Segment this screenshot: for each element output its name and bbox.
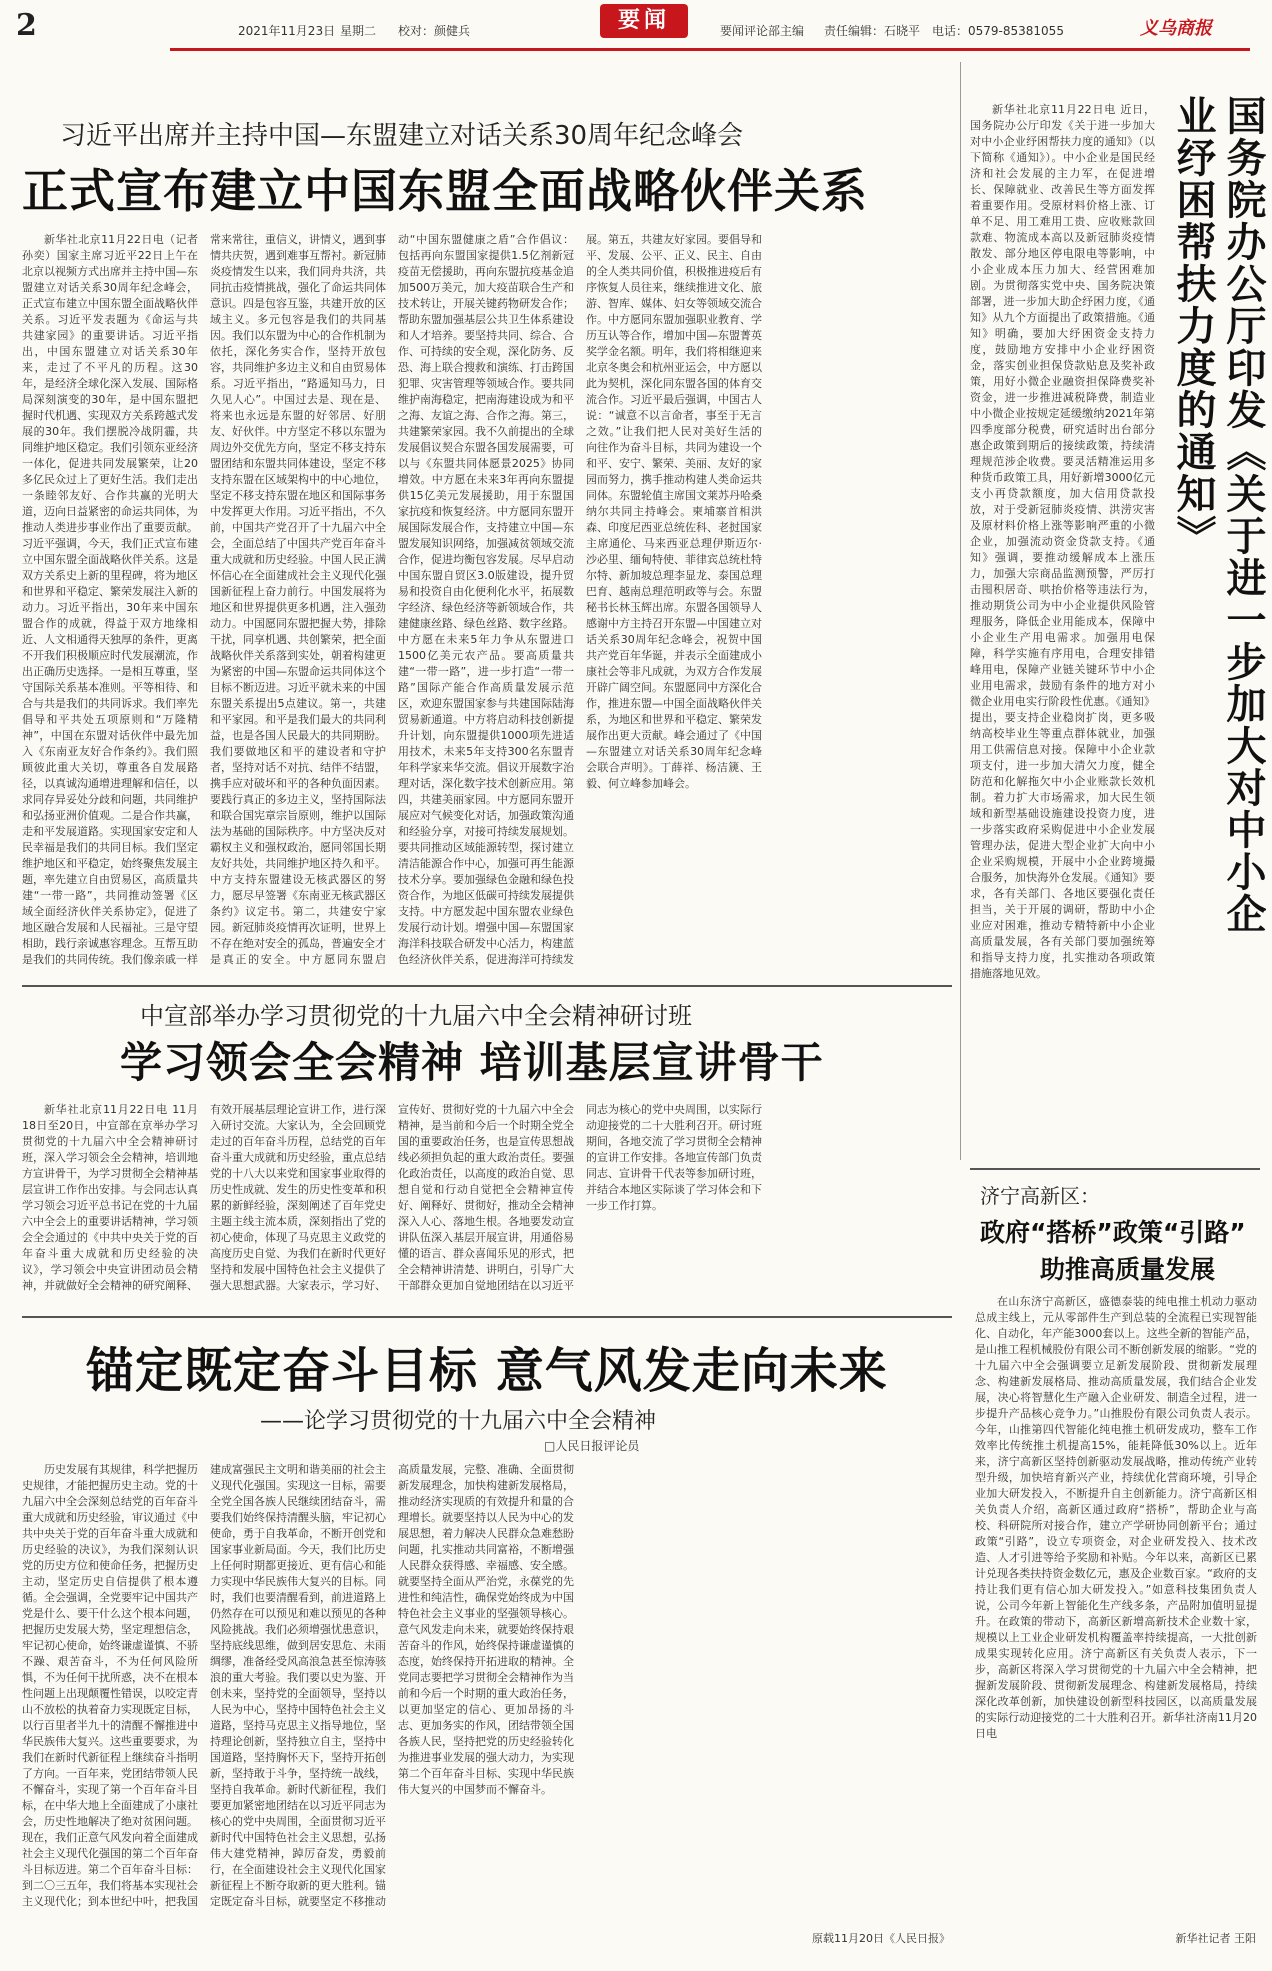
page-header	[0, 0, 1272, 52]
article1-body: 新华社北京11月22日电（记者孙奕）国家主席习近平22日上午在北京以视频方式出席并主持中国—东盟建立对话关系30周年纪念峰会，正式宣布建立中国东盟全面战略伙伴关系。习近平发表题为《命运与共 共建家园》的重要讲话。习近平指出，中国东盟建立对话关系30年来，走过了不平凡的历程。这30年，是经济全球化深入发展、国际格局深刻演变的30年，是中国东盟把握时代机遇、实现双方关系跨越式发展的30年。我们摆脱冷战阴霾，共同维护地区稳定。我们引领东亚经济一体化，促进共同发展繁荣，让20多亿民众过上了更好生活。我们走出一条睦邻友好、合作共赢的光明大道，迈向日益紧密的命运共同体，为推动人类进步事业作出了重要贡献。习近平强调，今天，我们正式宣布建立中国东盟全面战略伙伴关系。这是双方关系史上新的里程碑，将为地区和世界和平稳定、繁荣发展注入新的动力。习近平指出，30年来中国东盟合作的成就，得益于双方地缘相近、人文相通得天独厚的条件，更离不开我们积极顺应时代发展潮流，作出正确历史选择。一是相互尊重，坚守国际关系基本准则。平等相待、和合与共是我们的共同诉求。我们率先倡导和平共处五项原则和“万隆精神”，中国在东盟对话伙伴中最先加入《东南亚友好合作条约》。我们照顾彼此重大关切，尊重各自发展路径，以真诚沟通增进理解和信任，以求同存异妥处分歧和问题，共同维护和弘扬亚洲价值观。二是合作共赢，走和平发展道路。实现国家安定和人民幸福是我们的共同目标。我们坚定维护地区和平稳定，始终聚焦发展主题，率先建立自由贸易区，高质量共建“一带一路”，共同推动签署《区域全面经济伙伴关系协定》，促进了地区融合发展和人民福祉。三是守望相助，践行亲诚惠容理念。互帮互助是我们的共同传统。我们像亲戚一样常来常往，重信义，讲情义，遇到事情共庆贺，遇到难事互帮衬。新冠肺炎疫情发生以来，我们同舟共济，共同抗击疫情挑战，强化了命运共同体意识。四是包容互鉴，共建开放的区域主义。多元包容是我们的共同基因。我们以东盟为中心的合作机制为依托，深化务实合作，坚持开放包容，共同维护多边主义和自由贸易体系。习近平指出，“路遥知马力，日久见人心”。中国过去是、现在是、将来也永远是东盟的好邻居、好朋友、好伙伴。中方坚定不移以东盟为周边外交优先方向，坚定不移支持东盟团结和东盟共同体建设，坚定不移支持东盟在区域架构中的中心地位，坚定不移支持东盟在地区和国际事务中发挥更大作用。习近平指出，不久前，中国共产党召开了十九届六中全会，全面总结了中国共产党百年奋斗重大成就和历史经验。中国人民正满怀信心在全面建成社会主义现代化强国新征程上奋力前行。中国发展将为地区和世界提供更多机遇，注入强劲动力。中国愿同东盟把握大势，排除干扰，同享机遇、共创繁荣，把全面战略伙伴关系落到实处，朝着构建更为紧密的中国—东盟命运共同体这个目标不断迈进。习近平就未来的中国东盟关系提出5点建议。第一，共建和平家园。和平是我们最大的共同利益，也是各国人民最大的共同期盼。我们要做地区和平的建设者和守护者，坚持对话不对抗、结伴不结盟，携手应对破坏和平的各种负面因素。要践行真正的多边主义，坚持国际法和联合国宪章宗旨原则，维护以国际法为基础的国际秩序。中方坚决反对霸权主义和强权政治，愿同邻国长期友好共处，共同维护地区持久和平。中方支持东盟建设无核武器区的努力，愿尽早签署《东南亚无核武器区条约》议定书。第二，共建安宁家园。新冠肺炎疫情再次证明，世界上不存在绝对安全的孤岛，普遍安全才是真正的安全。中方愿同东盟启动“中国东盟健康之盾”合作倡议：包括再向东盟国家提供1.5亿剂新冠疫苗无偿援助，再向东盟抗疫基金追加500万美元，加大疫苗联合生产和技术转让，开展关键药物研发合作；帮助东盟加强基层公共卫生体系建设和人才培养。要坚持共同、综合、合作、可持续的安全观，深化防务、反恐、海上联合搜救和演练、打击跨国犯罪、灾害管理等领域合作。要共同维护南海稳定，把南海建设成为和平之海、友谊之海、合作之海。第三，共建繁荣家园。我不久前提出的全球发展倡议契合东盟各国发展需要，可以与《东盟共同体愿景2025》协同增效。中方愿在未来3年再向东盟提供15亿美元发展援助，用于东盟国家抗疫和恢复经济。中方愿同东盟开展国际发展合作，支持建立中国—东盟发展知识网络，加强减贫领域交流合作，促进均衡包容发展。尽早启动中国东盟自贸区3.0版建设，提升贸易和投资自由化便利化水平，拓展数字经济、绿色经济等新领域合作，共建健康丝路、绿色丝路、数字丝路。中方愿在未来5年力争从东盟进口1500亿美元农产品。要高质量共建“一带一路”，进一步打造“一带一路”国际产能合作高质量发展示范区，欢迎东盟国家参与共建国际陆海贸易新通道。中方将启动科技创新提升计划，向东盟提供1000项先进适用技术，未来5年支持300名东盟青年科学家来华交流。倡议开展数字治理对话，深化数字技术创新应用。第四，共建美丽家园。中方愿同东盟开展应对气候变化对话，加强政策沟通和经验分享，对接可持续发展规划。要共同推动区域能源转型，探讨建立清洁能源合作中心，加强可再生能源技术分享。要加强绿色金融和绿色投资合作，为地区低碳可持续发展提供支持。中方愿发起中国东盟农业绿色发展行动计划。增强中国—东盟国家海洋科技联合研发中心活力，构建蓝色经济伙伴关系，促进海洋可持续发展。第五，共建友好家园。要倡导和平、发展、公平、正义、民主、自由的全人类共同价值，积极推进疫后有序恢复人员往来，继续推进文化、旅游、智库、媒体、妇女等领域交流合作。中方愿同东盟加强职业教育、学历互认等合作，增加中国—东盟菁英奖学金名额。明年，我们将相继迎来北京冬奥会和杭州亚运会，中方愿以此为契机，深化同东盟各国的体育交流合作。习近平最后强调，中国古人说：“诚意不以言命者，事至于无言之效。”让我们把人民对美好生活的向往作为奋斗目标，共同为建设一个和平、安宁、繁荣、美丽、友好的家园而努力，携手推动构建人类命运共同体。东盟轮值主席国文莱苏丹哈桑纳尔共同主持峰会。柬埔寨首相洪森、印度尼西亚总统佐科、老挝国家主席通伦、马来西亚总理伊斯迈尔·沙必里、缅甸特使、菲律宾总统杜特尔特、新加坡总理李显龙、泰国总理巴育、越南总理范明政等与会。东盟秘书长林玉辉出席。东盟各国领导人感谢中方主持召开东盟—中国建立对话关系30周年纪念峰会，祝贺中国共产党百年华诞，并表示全面建成小康社会等非凡成就，为双方合作发展开辟广阔空间。东盟愿同中方深化合作，推进东盟—中国全面战略伙伴关系，为地区和世界和平稳定、繁荣发展作出更大贡献。峰会通过了《中国—东盟建立对话关系30周年纪念峰会联合声明》。丁薛祥、杨洁篪、王毅、何立峰参加峰会。	[22, 233, 762, 966]
article2-title: 国务院办公厅印发《关于进一步加大对中小企业纾困帮扶力度的通知》	[1170, 95, 1266, 935]
article5-source: 原载11月20日《人民日报》	[812, 1932, 950, 1945]
page-number: 2	[16, 8, 37, 43]
section-divider	[22, 985, 952, 987]
article5-title: 锚定既定奋斗目标 意气风发走向未来	[86, 1343, 888, 1399]
article4-kicker: 济宁高新区：	[980, 1184, 1100, 1208]
article5-subtitle: ——论学习贯彻党的十九届六中全会精神	[260, 1409, 657, 1434]
issue-weekday: 星期二	[340, 24, 377, 38]
editor: 责任编辑：石晓平	[824, 24, 921, 38]
section-banner: 要闻	[600, 4, 688, 38]
article1-kicker: 习近平出席并主持中国—东盟建立对话关系30周年纪念峰会	[60, 121, 744, 151]
column-divider	[960, 62, 961, 1160]
article4-signature: 新华社记者 王阳	[1175, 1932, 1256, 1945]
proofreader: 校对：颜健兵	[398, 24, 471, 38]
article4-title-line2: 助推高质量发展	[1040, 1255, 1216, 1284]
issue-date: 2021年11月23日	[238, 24, 336, 38]
article5-byline: □人民日报评论员	[544, 1439, 640, 1453]
article5-top-rule	[22, 1316, 952, 1318]
newspaper-logo: 义乌商报	[1140, 18, 1212, 39]
phone: 电话：0579-85381055	[932, 24, 1064, 38]
article3-title: 学习领会全会精神 培训基层宣讲骨干	[120, 1038, 824, 1087]
article2-body: 新华社北京11月22日电 近日，国务院办公厅印发《关于进一步加大对中小企业纾困帮扶力度的通知》（以下简称《通知》）。中小企业是国民经济和社会发展的主力军，在促进增长、保障就业、改善民生等方面发挥着重要作用。受原材料价格上涨、订单不足、用工难用工贵、应收账款回款难、物流成本高以及新冠肺炎疫情散发、部分地区停电限电等影响，中小企业成本压力加大、经营困难加剧。为贯彻落实党中央、国务院决策部署，进一步加大助企纾困力度，《通知》从九个方面提出了政策措施。《通知》明确，要加大纾困资金支持力度，鼓励地方安排中小企业纾困资金，落实创业担保贷款贴息及奖补政策，用好小微企业融资担保降费奖补资金，进一步推进减税降费，制造业中小微企业按规定延缓缴纳2021年第四季度部分税费，研究适时出台部分惠企政策到期后的接续政策，持续清理规范涉企收费。要灵活精准运用多种货币政策工具，用好新增3000亿元支小再贷款额度，加大信用贷款投放，对于受新冠肺炎疫情、洪涝灾害及原材料价格上涨等影响严重的小微企业，加强流动资金贷款支持。《通知》强调，要推动缓解成本上涨压力，加强大宗商品监测预警，严厉打击囤积居奇、哄抬价格等违法行为，推动期货公司为中小企业提供风险管理服务，降低企业用能成本，保障中小企业生产用电需求。加强用电保障，科学实施有序用电，合理安排错峰用电，保障产业链关键环节中小企业用电需求，鼓励有条件的地方对小微企业用电实行阶段性优惠。《通知》提出，要支持企业稳岗扩岗，更多吸纳高校毕业生等重点群体就业，加强用工供需信息对接。保障中小企业款项支付，进一步加大清欠力度，健全防范和化解拖欠中小企业账款长效机制。着力扩大市场需求，加大民生领域和新型基础设施建设投资力度，进一步落实政府采购促进中小企业发展管理办法，促进大型企业扩大向中小企业采购规模，开展中小企业跨境撮合服务，加快海外仓发展。《通知》要求，各有关部门、各地区要强化责任担当，关于开展的调研，帮助中小企业应对困难，推动专精特新中小企业高质量发展，各有关部门要加强统筹和指导支持力度，扎实推动各项政策措施落地见效。	[970, 103, 1155, 980]
header-rule	[170, 48, 1250, 51]
article5-body: 历史发展有其规律，科学把握历史规律，才能把握历史主动。党的十九届六中全会深刻总结党的百年奋斗重大成就和历史经验，审议通过《中共中央关于党的百年奋斗重大成就和历史经验的决议》，为我们深刻认识党的历史方位和使命任务，把握历史主动，坚定历史自信提供了根本遵循。全会强调，全党要牢记中国共产党是什么、要干什么这个根本问题，把握历史发展大势，坚定理想信念，牢记初心使命，始终谦虚谨慎、不骄不躁、艰苦奋斗，不为任何风险所惧，不为任何干扰所惑，决不在根本性问题上出现颠覆性错误，以咬定青山不放松的执着奋力实现既定目标，以行百里者半九十的清醒不懈推进中华民族伟大复兴。这些重要要求，为我们在新时代新征程上继续奋斗指明了方向。一百年来，党团结带领人民不懈奋斗，实现了第一个百年奋斗目标，在中华大地上全面建成了小康社会，历史性地解决了绝对贫困问题。现在，我们正意气风发向着全面建成社会主义现代化强国的第二个百年奋斗目标迈进。第二个百年奋斗目标：到二〇三五年，我们将基本实现社会主义现代化；到本世纪中叶，把我国建成富强民主文明和谐美丽的社会主义现代化强国。实现这一目标，需要全党全国各族人民继续团结奋斗，需要我们始终保持清醒头脑，牢记初心使命，勇于自我革命，不断开创党和国家事业新局面。今天，我们比历史上任何时期都更接近、更有信心和能力实现中华民族伟大复兴的目标。同时，我们也要清醒看到，前进道路上仍然存在可以预见和难以预见的各种风险挑战。我们必须增强忧患意识，坚持底线思维，做到居安思危、未雨绸缪，准备经受风高浪急甚至惊涛骇浪的重大考验。我们要以史为鉴、开创未来，坚持党的全面领导，坚持以人民为中心，坚持中国特色社会主义道路，坚持马克思主义指导地位，坚持理论创新，坚持独立自主，坚持中国道路，坚持胸怀天下，坚持开拓创新，坚持敢于斗争，坚持统一战线，坚持自我革命。新时代新征程，我们要更加紧密地团结在以习近平同志为核心的党中央周围，全面贯彻习近平新时代中国特色社会主义思想，弘扬伟大建党精神，踔厉奋发，勇毅前行，在全面建设社会主义现代化国家新征程上不断夺取新的更大胜利。锚定既定奋斗目标，就要坚定不移推动高质量发展，完整、准确、全面贯彻新发展理念，加快构建新发展格局，推动经济实现质的有效提升和量的合理增长。就要坚持以人民为中心的发展思想，着力解决人民群众急难愁盼问题，扎实推动共同富裕，不断增强人民群众获得感、幸福感、安全感。就要坚持全面从严治党，永葆党的先进性和纯洁性，确保党始终成为中国特色社会主义事业的坚强领导核心。意气风发走向未来，就要始终保持艰苦奋斗的作风，始终保持谦虚谨慎的态度，始终保持开拓进取的精神。全党同志要把学习贯彻全会精神作为当前和今后一个时期的重大政治任务，以更加坚定的信心、更加昂扬的斗志、更加务实的作风，团结带领全国各族人民，坚持把党的历史经验转化为推进事业发展的强大动力，为实现第二个百年奋斗目标、实现中华民族伟大复兴的中国梦而不懈奋斗。	[22, 1463, 574, 1908]
article4-body: 在山东济宁高新区，盛德泰装的纯电推土机动力驱动总成主线上，元从零部件生产到总装的全流程已实现智能化、自动化，年产能3000套以上。这些全新的智能产品，是山推工程机械股份有限公司不断创新发展的缩影。“党的十九届六中全会强调要立足新发展阶段、贯彻新发展理念、构建新发展格局、推动高质量发展，我们结合企业发展，决心将智慧化生产融入企业研发、制造全过程，进一步提升产品核心竞争力。”山推股份有限公司负责人表示。今年，山推第四代智能化纯电推土机研发成功，整车工作效率比传统推土机提高15%，能耗降低30%以上。近年来，济宁高新区坚持创新驱动发展战略，推动传统产业转型升级，加快培育新兴产业，持续优化营商环境，引导企业加大研发投入，不断提升自主创新能力。济宁高新区相关负责人介绍，高新区通过政府“搭桥”，帮助企业与高校、科研院所对接合作，建立产学研协同创新平台；通过政策“引路”，设立专项资金，对企业研发投入、技术改造、人才引进等给予奖励和补贴。今年以来，高新区已累计兑现各类扶持资金数亿元，惠及企业数百家。“政府的支持让我们更有信心加大研发投入。”如意科技集团负责人说，公司今年新上智能化生产线多条，产品附加值明显提升。在政策的带动下，高新区新增高新技术企业数十家，规模以上工业企业研发机构覆盖率持续提高，一大批创新成果实现转化应用。济宁高新区有关负责人表示，下一步，高新区将深入学习贯彻党的十九届六中全会精神，把握新发展阶段、贯彻新发展理念、构建新发展格局，持续深化改革创新，加快建设创新型科技园区，以高质量发展的实际行动迎接党的二十大胜利召开。新华社济南11月20日电	[975, 1295, 1257, 1740]
article4-title-line1: 政府“搭桥”政策“引路”	[980, 1218, 1246, 1247]
department: 要闻评论部主编	[720, 24, 805, 38]
article1-title: 正式宣布建立中国东盟全面战略伙伴关系	[22, 164, 868, 218]
article4-top-rule	[970, 1168, 1260, 1170]
article3-kicker: 中宣部举办学习贯彻党的十九届六中全会精神研讨班	[140, 1002, 692, 1030]
article3-body: 新华社北京11月22日电 11月18日至20日，中宣部在京举办学习贯彻党的十九届六中全会精神研讨班，深入学习领会全会精神，培训地方宣讲骨干，为学习贯彻全会精神基层宣讲工作作出安排。与会同志认真学习领会习近平总书记在党的十九届六中全会上的重要讲话精神，学习领会全会通过的《中共中央关于党的百年奋斗重大成就和历史经验的决议》，学习领会中央宣讲团动员会精神，并就做好全会精神的研究阐释、有效开展基层理论宣讲工作，进行深入研讨交流。大家认为，全会回顾党走过的百年奋斗历程，总结党的百年奋斗重大成就和历史经验，重点总结党的十八大以来党和国家事业取得的历史性成就、发生的历史性变革和积累的新鲜经验，深刻阐述了百年党史主题主线主流本质，深刻指出了党的初心使命，体现了马克思主义政党的高度历史自觉、为我们在新时代更好坚持和发展中国特色社会主义提供了强大思想武器。大家表示，学习好、宣传好、贯彻好党的十九届六中全会精神，是当前和今后一个时期全党全国的重要政治任务，也是宣传思想战线必须担负起的重大政治责任。要强化政治责任，以高度的政治自觉、思想自觉和行动自觉把全会精神宣传好、阐释好、贯彻好，推动全会精神深入人心、落地生根。各地要发动宣讲队伍深入基层开展宣讲，用通俗易懂的语言、群众喜闻乐见的形式，把全会精神讲清楚、讲明白，引导广大干部群众更加自觉地团结在以习近平同志为核心的党中央周围，以实际行动迎接党的二十大胜利召开。研讨班期间，各地交流了学习贯彻全会精神的宣讲工作安排。各地宣传部门负责同志、宣讲骨干代表等参加研讨班，并结合本地区实际谈了学习体会和下一步工作打算。	[22, 1103, 762, 1292]
